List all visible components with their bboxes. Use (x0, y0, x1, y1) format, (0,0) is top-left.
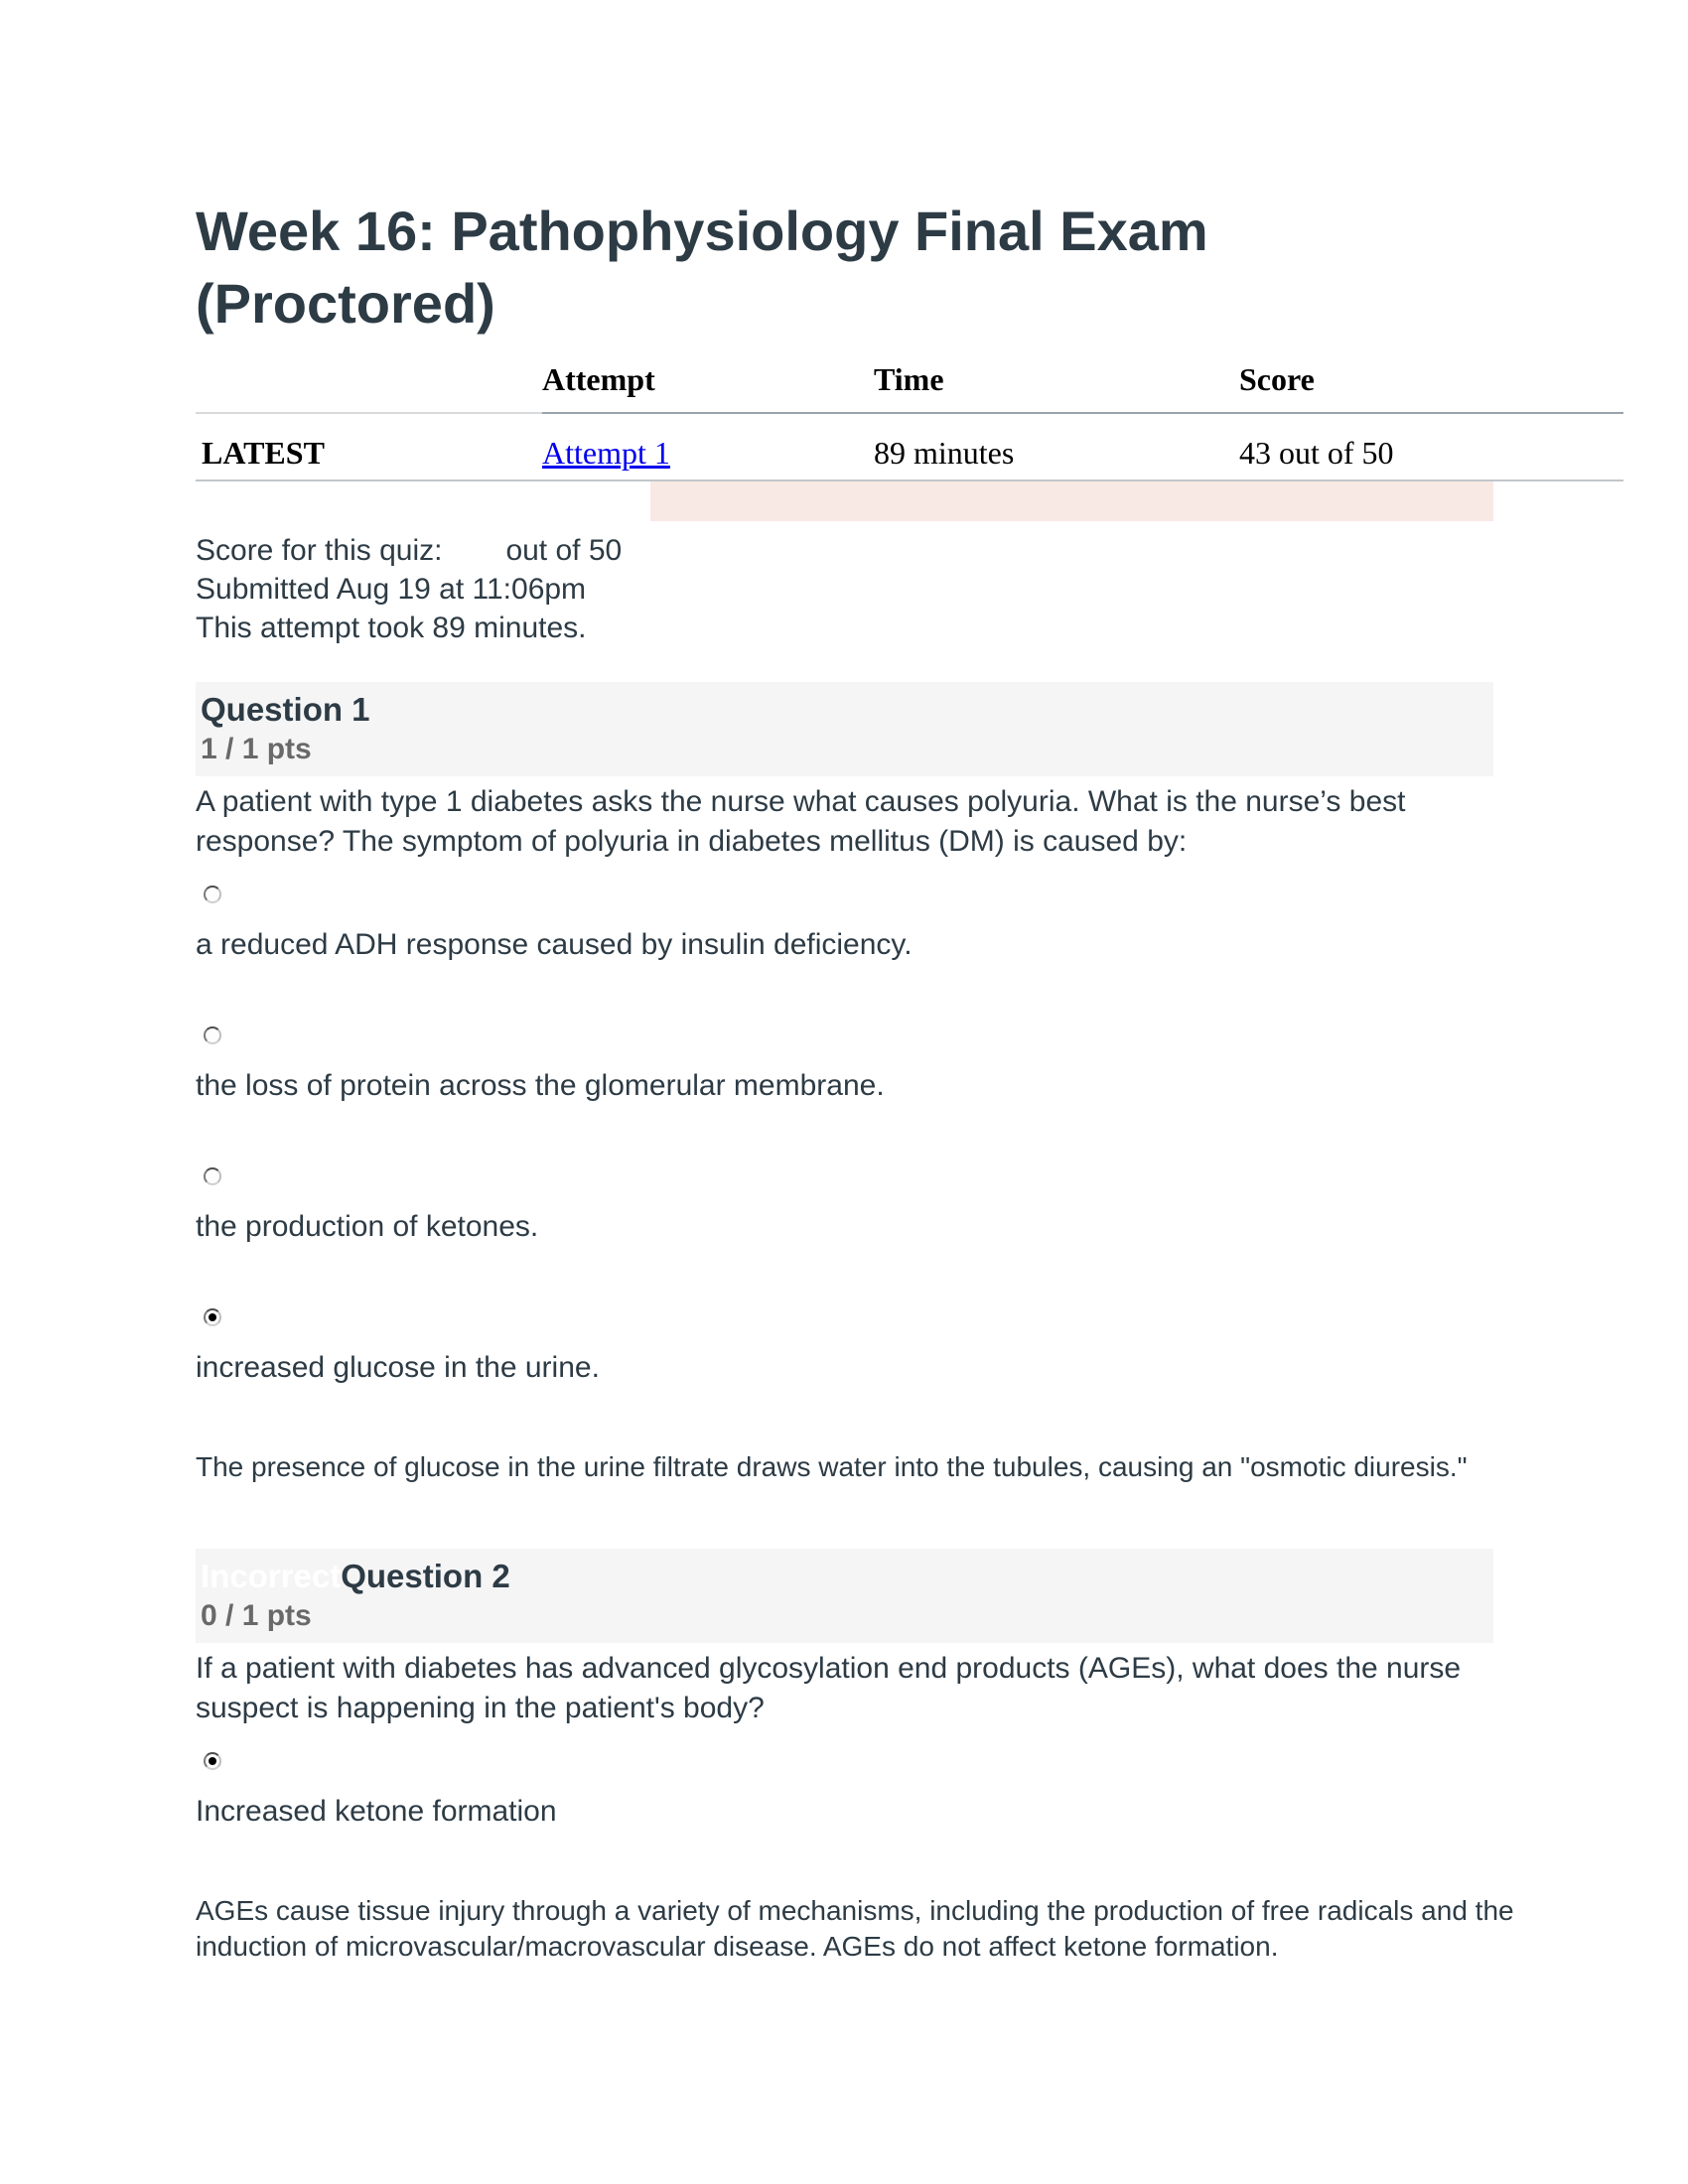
question-1-label: Question 1 (201, 691, 370, 728)
question-1-explanation: The presence of glucose in the urine filtrate draws water into the tubules, causing an "osmotic diuresis." (196, 1451, 1468, 1482)
attempts-header-time: Time (874, 359, 1239, 413)
answer-radio-selected[interactable] (204, 1752, 221, 1770)
latest-badge: LATEST (196, 413, 542, 480)
question-2-text: If a patient with diabetes has advanced glycosylation end products (AGEs), what does the nurse suspect is happening in the patient's body? (196, 1652, 1462, 1724)
attempt-link[interactable]: Attempt 1 (542, 435, 670, 471)
score-line (196, 531, 1688, 570)
question-2-options (196, 1752, 1688, 1832)
question-1-header (196, 682, 1493, 776)
question-1 (196, 682, 1688, 1485)
attempts-header-empty (196, 359, 542, 413)
answer-option (196, 1026, 1688, 1106)
answer-radio[interactable] (204, 1167, 221, 1185)
attempt-score: 43 out of 50 (1239, 413, 1623, 480)
question-2 (196, 1549, 1688, 1965)
attempts-table-header-row (196, 359, 1623, 413)
attempt-row (196, 413, 1623, 480)
question-1-text: A patient with type 1 diabetes asks the nurse what causes polyuria. What is the nurse’s best response? The symptom of polyuria in diabetes mellitus (DM) is caused by: (196, 785, 1406, 858)
answer-option-label: the production of ketones. (196, 1210, 539, 1243)
incorrect-label: Incorrect (201, 1558, 342, 1594)
question-1-points: 1 / 1 pts (201, 733, 312, 765)
duration-line: This attempt took 89 minutes. (196, 612, 587, 644)
attempts-table (196, 359, 1623, 481)
answer-radio[interactable] (204, 886, 221, 903)
question-2-header (196, 1549, 1493, 1643)
answer-option-label: Increased ketone formation (196, 1795, 557, 1828)
submitted-line: Submitted Aug 19 at 11:06pm (196, 573, 587, 606)
answer-option (196, 1752, 1688, 1832)
answer-option-label: the loss of protein across the glomerular membrane. (196, 1069, 885, 1102)
answer-option (196, 886, 1688, 965)
question-2-label: Question 2 (341, 1558, 510, 1594)
answer-option (196, 1167, 1688, 1247)
answer-radio-selected[interactable] (204, 1308, 221, 1326)
attempt-time: 89 minutes (874, 413, 1239, 480)
answer-radio[interactable] (204, 1026, 221, 1044)
score-highlight-bar (650, 481, 1493, 521)
page-title: Week 16: Pathophysiology Final Exam (Proctored) (196, 200, 1208, 335)
quiz-summary (196, 531, 1688, 647)
attempts-header-score: Score (1239, 359, 1623, 413)
answer-option-label: increased glucose in the urine. (196, 1351, 600, 1384)
question-2-explanation: AGEs cause tissue injury through a variety of mechanisms, including the production of free radicals and the induction of microvascular/macrovascular disease. AGEs do not affect ketone formation. (196, 1895, 1514, 1962)
question-1-title (201, 689, 1483, 731)
question-1-options (196, 886, 1688, 1388)
attempts-header-attempt: Attempt (542, 359, 874, 413)
question-2-title (201, 1556, 1483, 1597)
score-line-prefix: Score for this quiz: (196, 534, 443, 567)
answer-option (196, 1308, 1688, 1388)
answer-option-label: a reduced ADH response caused by insulin deficiency. (196, 928, 913, 961)
question-2-points: 0 / 1 pts (201, 1599, 312, 1632)
score-line-suffix: out of 50 (505, 534, 623, 567)
